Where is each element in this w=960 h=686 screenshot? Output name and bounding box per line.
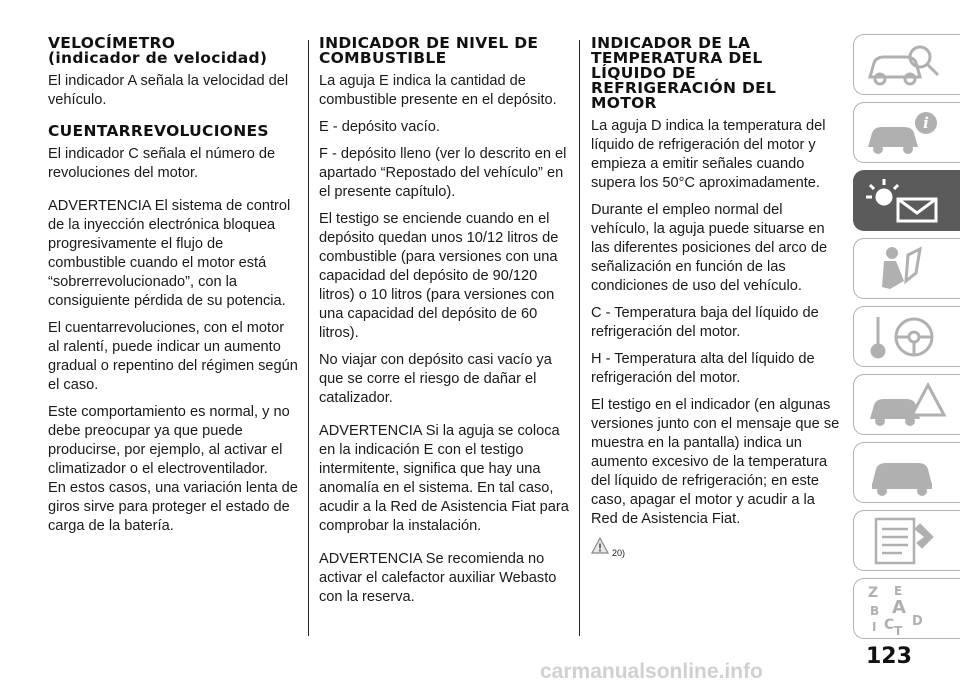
paragraph-durante: Durante el empleo normal del vehículo, la aguja puede situarse en las diferentes posiciones del arco de señalización en función de las condiciones de uso del vehículo.	[591, 202, 828, 294]
paragraph-h-alta: H - Temperatura alta del líquido de refrigeración del motor.	[591, 351, 815, 386]
paragraph-comportamiento: Este comportamiento es normal, y no debe preocupar ya que puede producirse, por ejemplo, al activar el climatizador o el electroventilador.	[48, 404, 290, 477]
paragraph-advertencia-aguja: ADVERTENCIA Si la aguja se coloca en la indicación E con el testigo intermitente, significa que hay una anomalía en el sistema. En tal caso, acudir a la Red de Asistencia Fiat para comprobar la instalación.	[319, 423, 569, 534]
paragraph-no-viajar: No viajar con depósito casi vacío ya que se corre el riesgo de dañar el catalizador.	[319, 352, 552, 406]
warning-reference	[591, 537, 841, 559]
index-letter: A	[892, 597, 906, 618]
column-coolant-temperature	[591, 36, 841, 559]
car-search-icon	[862, 39, 952, 91]
paragraph-ralenti: El cuentarrevoluciones, con el motor al ralentí, puede indicar un aumento gradual o repentino del régimen según el caso.	[48, 320, 298, 393]
paragraph-casos: En estos casos, una variación lenta de giros sirve para proteger el estado de carga de la batería.	[48, 480, 298, 534]
tab-instruments-active[interactable]	[853, 170, 960, 231]
tab-car-info[interactable]	[853, 102, 960, 163]
heading-velocimetro-main: VELOCÍMETRO	[48, 34, 176, 52]
key-steering-icon	[862, 311, 952, 363]
heading-nivel-combustible: INDICADOR DE NIVEL DE COMBUSTIBLE	[319, 34, 539, 67]
heading-velocimetro	[48, 36, 298, 66]
index-letter: T	[894, 624, 903, 635]
breakdown-triangle-icon	[862, 379, 952, 431]
tab-emergency[interactable]	[853, 374, 960, 435]
svg-text:i: i	[923, 114, 929, 132]
car-service-icon	[862, 447, 952, 499]
svg-text:!: !	[597, 541, 603, 555]
warning-light-envelope-icon	[862, 175, 952, 227]
paragraph-c-baja: C - Temperatura baja del líquido de refrigeración del motor.	[591, 305, 819, 340]
alphabet-index-icon	[862, 583, 952, 635]
car-info-icon	[862, 107, 952, 159]
tab-technical-data[interactable]	[853, 510, 960, 571]
column-divider-1	[308, 40, 309, 636]
paragraph-cuentarrevoluciones: El indicador C señala el número de revoluciones del motor.	[48, 146, 276, 181]
index-letter: B	[870, 604, 880, 618]
paragraph-e-vacio: E - depósito vacío.	[319, 119, 440, 135]
paragraph-velocimetro: El indicador A señala la velocidad del vehículo.	[48, 73, 289, 108]
paragraph-testigo-temperatura: El testigo en el indicador (en algunas versiones junto con el mensaje que se muestra en la pantalla) indica un aumento excesivo de la temperatura del líquido de refrigeración; en este caso, apagar el motor y acudir a la Red de Asistencia Fiat.	[591, 397, 840, 527]
heading-cuentarrevoluciones: CUENTARREVOLUCIONES	[48, 122, 269, 140]
tab-knowing-car[interactable]	[853, 34, 960, 95]
warning-reference-number: 20)	[612, 548, 626, 558]
index-letter: Z	[868, 585, 879, 601]
column-speedometer	[48, 36, 298, 544]
paragraph-aguja-e: La aguja E indica la cantidad de combustible presente en el depósito.	[319, 73, 557, 108]
paragraph-aguja-d: La aguja D indica la temperatura del líquido de refrigeración del motor y empieza a emitir señales cuando supera los 50°C aproximadamente.	[591, 118, 826, 191]
paragraph-testigo-reserva: El testigo se enciende cuando en el depósito quedan unos 10/12 litros de combustible (para versiones con una capacidad del depósito de 90/120 litros) o 10 litros (para versiones con una capacidad del depósito de 60 litros).	[319, 211, 559, 341]
heading-temperatura-refrigeracion: INDICADOR DE LA TEMPERATURA DEL LÍQUIDO DE REFRIGERACIÓN DEL MOTOR	[591, 34, 777, 112]
page-number: 123	[866, 644, 912, 669]
index-letter: I	[872, 620, 877, 634]
tab-index[interactable]	[853, 578, 960, 639]
specs-list-icon	[862, 515, 952, 567]
paragraph-advertencia-webasto: ADVERTENCIA Se recomienda no activar el calefactor auxiliar Webasto con la reserva.	[319, 551, 557, 605]
airbag-seat-icon	[862, 243, 952, 295]
tab-maintenance[interactable]	[853, 442, 960, 503]
index-letter: C	[884, 617, 895, 633]
tab-safety[interactable]	[853, 238, 960, 299]
warning-triangle-icon	[591, 537, 609, 555]
footer-watermark: carmanualsonline.info	[540, 660, 763, 683]
tab-starting-driving[interactable]	[853, 306, 960, 367]
paragraph-f-lleno: F - depósito lleno (ver lo descrito en el apartado “Repostado del vehículo” en el presente capítulo).	[319, 146, 567, 200]
column-fuel-gauge	[319, 36, 569, 615]
index-letter: E	[894, 584, 903, 598]
index-letter: D	[912, 614, 923, 629]
heading-velocimetro-sub: (indicador de velocidad)	[48, 49, 268, 67]
paragraph-advertencia-inyeccion: ADVERTENCIA El sistema de control de la inyección electrónica bloquea progresivamente el flujo de combustible cuando el motor está “sobrerrevolucionado”, con la consiguiente pérdida de su potencia.	[48, 198, 291, 309]
column-divider-2	[579, 40, 580, 636]
